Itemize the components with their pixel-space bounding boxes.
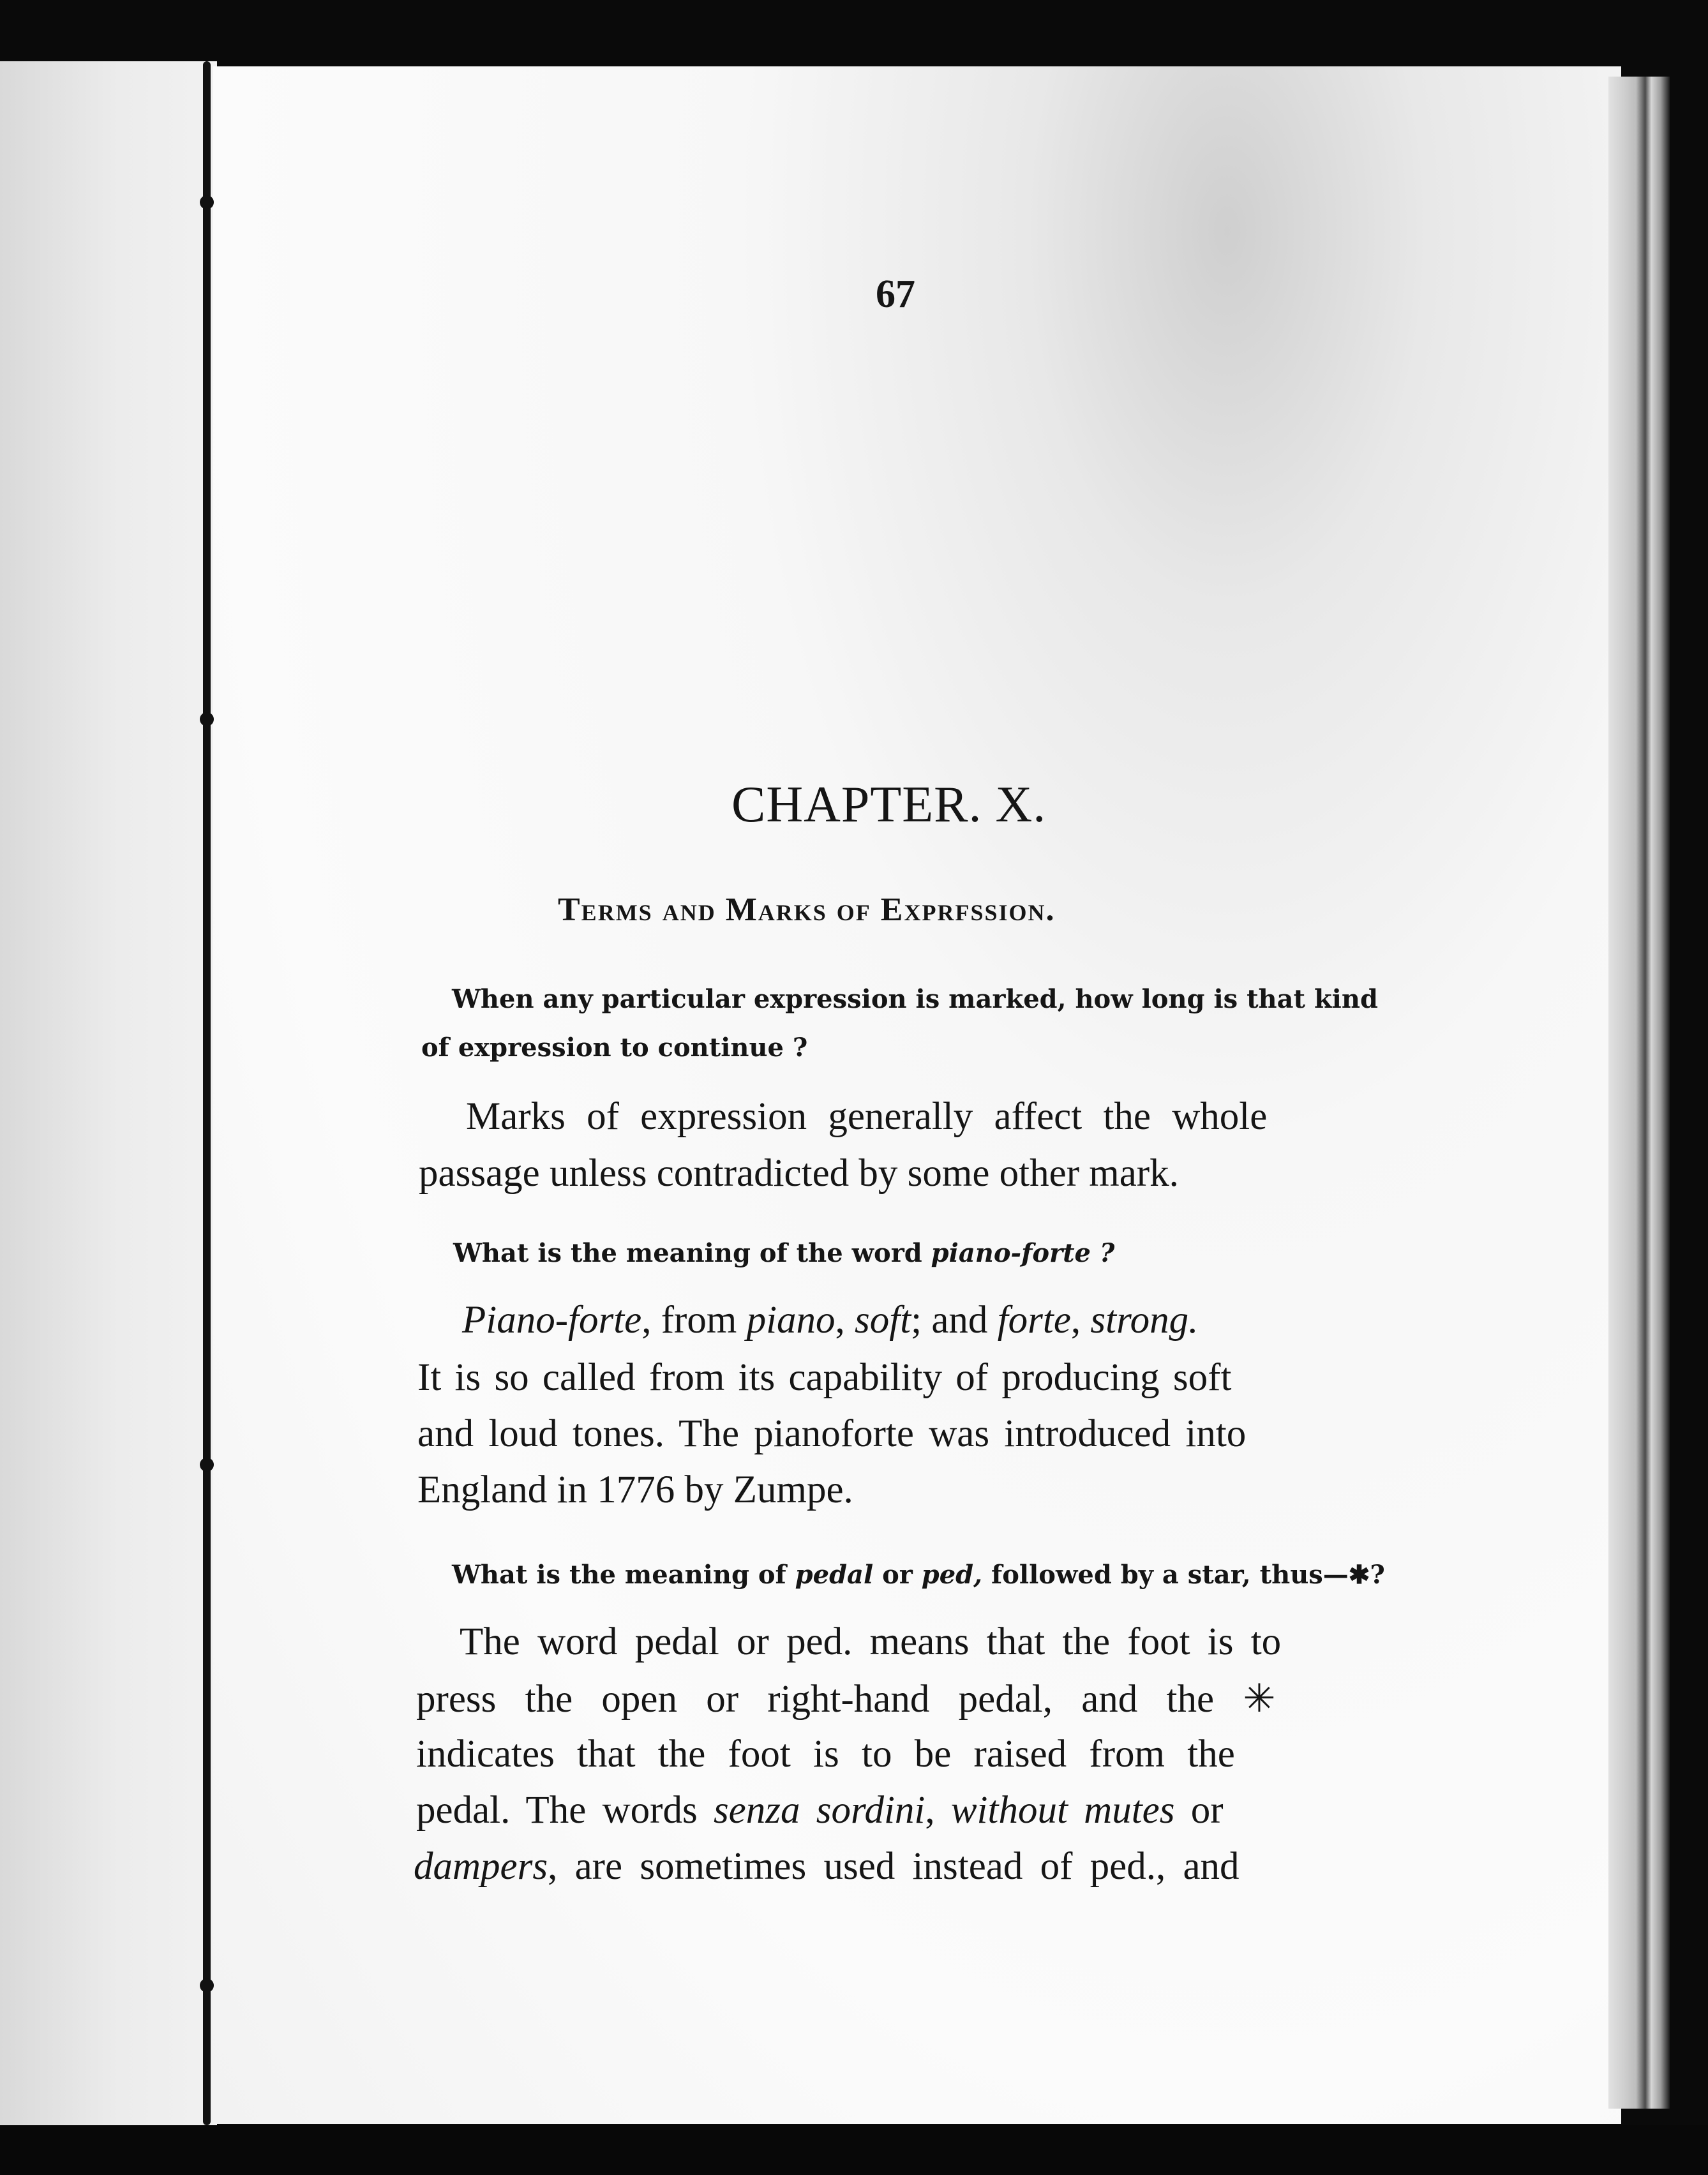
question-line: When any particular expression is marked, how long is that kind <box>452 984 1378 1014</box>
term-italic: forte <box>997 1299 1071 1342</box>
answer-text: , from <box>641 1299 747 1342</box>
question-text: followed by a star, thus—✱? <box>982 1560 1385 1590</box>
binding-knot <box>200 1458 214 1472</box>
facing-page-edge <box>0 61 217 2125</box>
question-line: of expression to continue ? <box>421 1033 808 1063</box>
page-stack-edges <box>1608 77 1670 2109</box>
term-italic: senza sordini <box>713 1789 925 1832</box>
answer-text: , are sometimes used instead of ped., and <box>548 1845 1240 1888</box>
answer-line: England in 1776 by Zumpe. <box>417 1469 853 1511</box>
scan-border <box>0 2125 1708 2175</box>
page-number: 67 <box>876 273 915 316</box>
chapter-title: CHAPTER. X. <box>731 777 1047 833</box>
section-title: Terms and Marks of Exprfssion. <box>558 892 1056 928</box>
question-term: ped, <box>921 1560 983 1590</box>
answer-line: indicates that the foot is to be raised from the <box>416 1733 1235 1775</box>
term-italic: Piano-forte <box>462 1299 642 1342</box>
question-line <box>453 1238 1114 1268</box>
answer-line <box>414 1844 1240 1889</box>
answer-line: passage unless contradicted by some other mark. <box>419 1152 1179 1195</box>
answer-text: or <box>1174 1789 1224 1832</box>
question-term: pedal <box>795 1560 874 1590</box>
term-italic: piano <box>746 1299 835 1342</box>
answer-line: The word pedal or ped. means that the foot is to <box>460 1620 1282 1663</box>
question-line <box>452 1560 1385 1590</box>
binding-knot <box>200 1978 214 1992</box>
answer-line <box>462 1298 1198 1343</box>
answer-line <box>416 1788 1224 1833</box>
question-text: or <box>873 1560 922 1590</box>
term-italic: dampers <box>414 1845 548 1888</box>
question-term: piano-forte ? <box>931 1238 1115 1268</box>
term-italic: without mutes <box>950 1789 1175 1832</box>
term-italic: strong. <box>1090 1299 1199 1342</box>
answer-line: and loud tones. The pianoforte was introduced into <box>417 1412 1247 1455</box>
binding-thread <box>203 61 211 2125</box>
question-text: What is the meaning of <box>452 1560 795 1590</box>
answer-line: It is so called from its capability of producing soft <box>417 1356 1232 1399</box>
answer-text: pedal. The words <box>416 1789 714 1832</box>
question-text: What is the meaning of the word <box>453 1238 931 1268</box>
binding-knot <box>200 195 214 209</box>
answer-text: , <box>925 1789 951 1832</box>
term-italic: soft <box>855 1299 911 1342</box>
answer-line: Marks of expression generally affect the whole <box>466 1095 1268 1138</box>
answer-text: , <box>1070 1299 1091 1342</box>
answer-text: ; and <box>911 1299 998 1342</box>
answer-text: , <box>835 1299 855 1342</box>
binding-knot <box>200 712 214 726</box>
answer-line: press the open or right-hand pedal, and the ✳ <box>416 1678 1276 1721</box>
